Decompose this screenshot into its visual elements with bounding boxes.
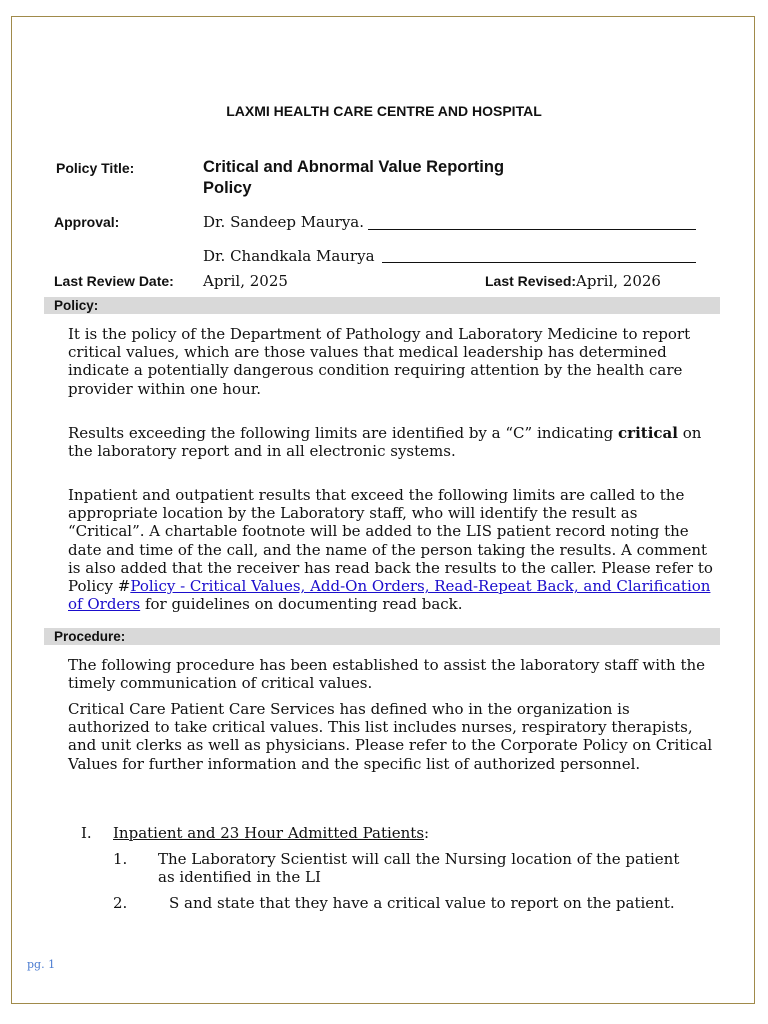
- last-revised-value: April, 2026: [576, 272, 661, 290]
- section-numeral: I.: [81, 824, 92, 842]
- approval-label: Approval:: [54, 214, 120, 230]
- procedure-paragraph-1: The following procedure has been established to assist the laboratory staff with the timely communication of critical values.: [68, 656, 706, 693]
- procedure-paragraph-2: Critical Care Patient Care Services has defined who in the organization is authorized to take critical values. This list includes nurses, respiratory therapists, and unit clerks as well as physicians. Please refer to the Corporate Policy on Critical Values for further information and the specific list of authorized personnel.: [68, 700, 713, 773]
- policy-heading: Policy:: [44, 297, 720, 314]
- approver-2: Dr. Chandkala Maurya: [203, 247, 375, 265]
- policy-paragraph-3: [68, 486, 716, 613]
- section-colon: :: [424, 824, 430, 842]
- section-title: Inpatient and 23 Hour Admitted Patients: [113, 824, 425, 842]
- section-heading: [113, 824, 429, 842]
- list-item-2: S and state that they have a critical value to report on the patient.: [169, 894, 675, 912]
- hospital-name: LAXMI HEALTH CARE CENTRE AND HOSPITAL: [226, 103, 542, 119]
- policy-paragraph-1: It is the policy of the Department of Pathology and Laboratory Medicine to report critical values, which are those values that medical leadership has determined indicate a potentially dangerous condition requiring attention by the health care provider within one hour.: [68, 325, 691, 398]
- approver-1: Dr. Sandeep Maurya.: [203, 213, 365, 231]
- policy-title: [203, 157, 563, 199]
- signature-line-2: [382, 262, 696, 263]
- list-item-2-number: 2.: [113, 894, 128, 912]
- policy-title-label: Policy Title:: [56, 160, 135, 176]
- list-item-1-number: 1.: [113, 850, 128, 868]
- last-review-value: April, 2025: [203, 272, 288, 290]
- policy-title-line2: Policy: [203, 179, 252, 197]
- signature-line-1: [368, 229, 696, 230]
- last-review-label: Last Review Date:: [54, 273, 174, 289]
- policy-p2-text-a: Results exceeding the following limits are identified by a “C” indicating: [68, 424, 619, 442]
- policy-p3-text-a: Inpatient and outpatient results that exceed the following limits are called to the appropriate location by the Laboratory staff, who will identify the result as “Critical”. A chartable footnote will be added to the LIS patient record noting the date and time of the call, and the name of the person taking the results. A comment is also added that the receiver has read back the results to the caller. Please refer to Policy #: [68, 486, 713, 596]
- policy-p2-bold: critical: [618, 424, 678, 442]
- procedure-heading: Procedure:: [44, 628, 720, 645]
- last-revised-label: Last Revised:: [485, 273, 577, 289]
- policy-title-line1: Critical and Abnormal Value Reporting: [203, 158, 505, 176]
- last-revised: [485, 272, 661, 290]
- list-item-1-line1: The Laboratory Scientist will call the Nursing location of the patient: [158, 850, 680, 868]
- policy-p3-text-b: for guidelines on documenting read back.: [140, 595, 463, 614]
- page-number: pg. 1: [27, 958, 56, 971]
- policy-p2-text-b: on the laboratory report and in all electronic systems.: [68, 424, 702, 461]
- policy-reference-link[interactable]: Policy - Critical Values, Add-On Orders, Read-Repeat Back, and Clarification of Orders: [68, 577, 711, 614]
- policy-paragraph-2: [68, 424, 716, 460]
- list-item-1-line2: as identified in the LI: [158, 868, 321, 887]
- list-item-1: [158, 850, 679, 886]
